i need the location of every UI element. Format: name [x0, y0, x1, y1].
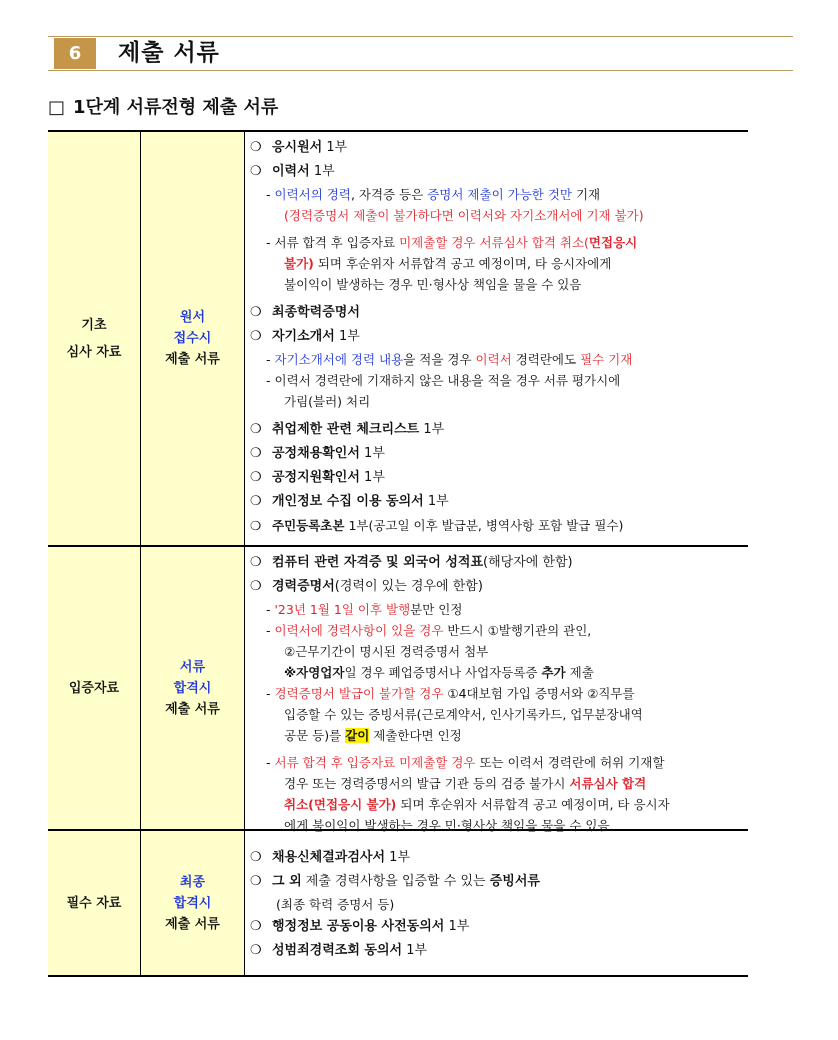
bullet-icon: ❍	[250, 446, 262, 461]
note-line: - '23년 1월 1일 이후 발행분만 인정	[266, 602, 463, 617]
doc-list-proof	[250, 551, 745, 836]
row-label-line: 필수 자료	[66, 895, 122, 911]
list-item: ❍ 개인정보 수집 이용 동의서 1부	[250, 490, 745, 514]
note-line: 공문 등)를 같이 제출한다면 인정	[284, 728, 462, 743]
note-line: 에게 불이익이 발생하는 경우 민·형사상 책임을 물을 수 있음	[284, 818, 610, 833]
timing-line: 합격시	[173, 895, 212, 911]
bullet-icon: ❍	[250, 422, 262, 437]
list-item: ❍ 주민등록초본 1부(공고일 이후 발급분, 병역사항 포함 발급 필수)	[250, 514, 745, 538]
note-line: 취소(면접응시 불가) 되며 후순위자 서류합격 공고 예정이며, 타 응시자	[284, 797, 670, 812]
bullet-icon: ❍	[250, 305, 262, 320]
list-item: ❍ 성범죄경력조회 동의서 1부	[250, 939, 745, 963]
note-line: ②근무기간이 명시된 경력증명서 첨부	[284, 644, 489, 659]
bullet-icon: ❍	[250, 494, 262, 509]
subtitle-text: 1단계 서류전형 제출 서류	[73, 97, 279, 118]
list-item: ❍ 경력증명서(경력이 있는 경우에 한함)	[250, 575, 745, 599]
timing-basic	[141, 132, 245, 545]
row-label-line: 입증자료	[68, 680, 120, 696]
row-label-proof	[48, 547, 141, 829]
note-line: - 서류 합격 후 입증자료 미제출할 경우 또는 이력서 경력란에 허위 기재할	[266, 755, 665, 770]
timing-line: 제출 서류	[165, 352, 220, 367]
bullet-icon: ❍	[250, 140, 262, 155]
timing-line: 제출 서류	[165, 916, 220, 932]
bullet-icon: ❍	[250, 850, 262, 865]
note-line: 불가) 되며 후순위자 서류합격 공고 예정이며, 타 응시자에게	[284, 256, 612, 271]
list-item: ❍ 그 외 제출 경력사항을 입증할 수 있는 증빙서류	[250, 870, 745, 894]
list-item: ❍ 행정정보 공동이용 사전동의서 1부	[250, 915, 745, 939]
note-line: (최종 학력 증명서 등)	[276, 897, 395, 912]
list-item: ❍ 공정지원확인서 1부	[250, 466, 745, 490]
note-line: - 경력증명서 발급이 불가할 경우 ①4대보험 가입 증명서와 ②직무를	[266, 686, 635, 701]
list-item: ❍ 자기소개서 1부	[250, 325, 745, 349]
timing-proof	[141, 547, 245, 829]
row-label-line: 심사 자료	[66, 344, 122, 360]
doc-list-required	[250, 846, 745, 963]
list-item: ❍ 공정채용확인서 1부	[250, 442, 745, 466]
note-line: 경우 또는 경력증명서의 발급 기관 등의 검증 불가시 서류심사 합격	[284, 776, 647, 791]
list-item: ❍ 취업제한 관련 체크리스트 1부	[250, 418, 745, 442]
table-bottom-rule	[48, 975, 748, 977]
bullet-icon: ❍	[250, 874, 262, 889]
list-item: ❍ 이력서 1부	[250, 160, 745, 184]
note-line: - 자기소개서에 경력 내용을 적을 경우 이력서 경력란에도 필수 기재	[266, 352, 633, 367]
timing-line: 최종	[179, 874, 206, 890]
timing-line: 서류	[179, 659, 206, 675]
note-line: ※자영업자일 경우 폐업증명서나 사업자등록증 추가 제출	[284, 665, 594, 680]
note-line: - 이력서의 경력, 자격증 등은 증명서 제출이 가능한 것만 기재	[266, 187, 601, 202]
bullet-icon: ❍	[250, 919, 262, 934]
timing-line: 원서	[179, 310, 206, 325]
list-item: ❍ 최종학력증명서	[250, 301, 745, 325]
list-item: ❍ 컴퓨터 관련 자격증 및 외국어 성적표(해당자에 한함)	[250, 551, 745, 575]
header-rule-top	[48, 36, 793, 37]
checkbox-glyph: □	[48, 97, 66, 118]
timing-required	[141, 831, 245, 975]
note-line: 입증할 수 있는 증빙서류(근로계약서, 인사기록카드, 업무분장내역	[284, 707, 643, 722]
note-line: 가림(블러) 처리	[284, 394, 371, 409]
header-rule-bottom	[48, 70, 793, 71]
bullet-icon: ❍	[250, 555, 262, 570]
list-item: ❍ 응시원서 1부	[250, 136, 745, 160]
row-label-basic	[48, 132, 141, 545]
doc-list-basic	[250, 136, 745, 538]
note-line: (경력증명서 제출이 불가하다면 이력서와 자기소개서에 기재 불가)	[284, 208, 644, 223]
subtitle	[48, 93, 278, 119]
list-item: ❍ 채용신체결과검사서 1부	[250, 846, 745, 870]
timing-line: 합격시	[173, 680, 212, 696]
row-label-required	[48, 831, 141, 975]
note-line: - 서류 합격 후 입증자료 미제출할 경우 서류심사 합격 취소(면접응시	[266, 235, 638, 250]
bullet-icon: ❍	[250, 470, 262, 485]
timing-line: 접수시	[173, 331, 212, 346]
bullet-icon: ❍	[250, 164, 262, 179]
page-title: 제출 서류	[118, 40, 220, 66]
note-line: 불이익이 발생하는 경우 민·형사상 책임을 물을 수 있음	[284, 277, 582, 292]
timing-line: 제출 서류	[165, 701, 220, 717]
bullet-icon: ❍	[250, 579, 262, 594]
section-number: 6	[54, 38, 96, 69]
bullet-icon: ❍	[250, 943, 262, 958]
note-line: - 이력서에 경력사항이 있을 경우 반드시 ①발행기관의 관인,	[266, 623, 592, 638]
bullet-icon: ❍	[250, 518, 262, 533]
bullet-icon: ❍	[250, 329, 262, 344]
note-line: - 이력서 경력란에 기재하지 않은 내용을 적을 경우 서류 평가시에	[266, 373, 621, 388]
row-label-line: 기초	[81, 317, 107, 333]
